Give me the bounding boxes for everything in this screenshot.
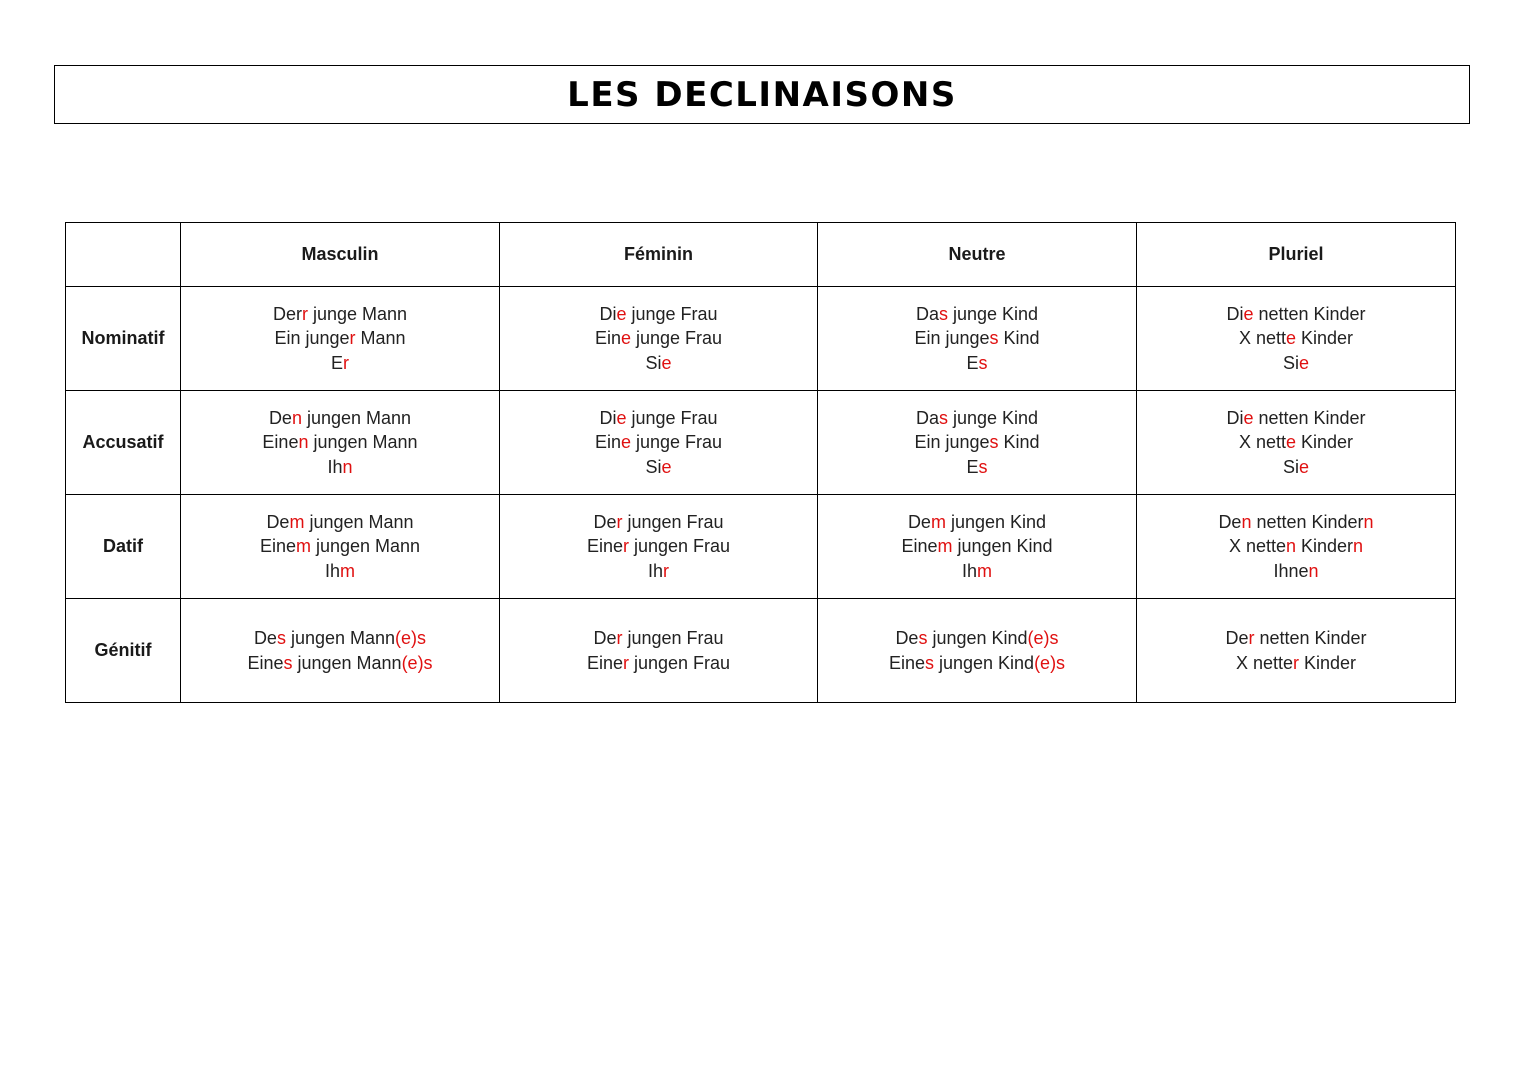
form-line [1137, 651, 1455, 676]
word-text: netten Kinder [1251, 511, 1364, 532]
form-line [181, 651, 499, 676]
word-text: jungen Mann [301, 407, 412, 428]
word-text: De [268, 407, 292, 428]
word-text: Di [1226, 303, 1244, 324]
form-line [1137, 510, 1455, 535]
ending-highlight: m [340, 560, 355, 581]
form-line [1137, 626, 1455, 651]
ending-highlight: s [989, 328, 999, 349]
word-text: Di [599, 407, 617, 428]
word-text: E [966, 352, 979, 373]
word-text: Ein [594, 432, 621, 453]
ending-highlight: r [301, 303, 308, 324]
word-text: jungen Frau [622, 628, 724, 648]
word-text: jungen Mann [285, 628, 396, 648]
word-text: Kinder [1296, 328, 1354, 349]
ending-highlight: n [291, 407, 302, 428]
word-text: jungen Frau [628, 536, 731, 557]
ending-highlight: e [1243, 303, 1254, 324]
ending-highlight: (e)s [401, 652, 433, 673]
table-row-genitif [66, 599, 1456, 703]
form-line [181, 626, 499, 651]
row-header-accusatif: Accusatif [66, 391, 181, 495]
word-text: Kinder [1299, 652, 1357, 673]
form-line [181, 510, 499, 535]
column-header-masculin: Masculin [181, 223, 500, 287]
form-line [181, 455, 499, 480]
ending-highlight: m [930, 511, 946, 532]
ending-highlight: m [977, 560, 992, 581]
table-row-accusatif [66, 391, 1456, 495]
word-text: Da [915, 407, 939, 428]
form-line [181, 302, 499, 327]
table-cell [500, 495, 818, 599]
ending-highlight: e [661, 352, 672, 373]
ending-highlight: r [1248, 628, 1255, 648]
word-text: De [266, 511, 290, 532]
table-cell [1137, 495, 1456, 599]
word-text: jungen Kind [952, 536, 1053, 557]
table-cell [1137, 599, 1456, 703]
ending-highlight: r [622, 536, 629, 557]
word-text: Ein junge [914, 328, 990, 349]
word-text: junge Frau [630, 328, 723, 349]
ending-highlight: r [343, 352, 349, 373]
form-line [500, 430, 817, 455]
ending-highlight: e [1285, 432, 1296, 453]
word-text: E [966, 456, 979, 477]
word-text: Si [645, 456, 662, 477]
form-line [818, 430, 1136, 455]
word-text: Ihne [1273, 560, 1309, 581]
ending-highlight: s [276, 628, 286, 648]
table-row-datif [66, 495, 1456, 599]
row-header-genitif: Génitif [66, 599, 181, 703]
form-line [818, 455, 1136, 480]
word-text: Eine [586, 652, 623, 673]
ending-highlight: s [978, 352, 988, 373]
ending-highlight: e [616, 407, 627, 428]
table-cell [181, 391, 500, 495]
page-title: LES DECLINAISONS [567, 74, 957, 115]
form-line [1137, 351, 1455, 376]
word-text: netten Kinder [1254, 628, 1367, 648]
form-line [818, 406, 1136, 431]
table-cell [500, 391, 818, 495]
ending-highlight: s [283, 652, 293, 673]
word-text: Di [1226, 407, 1244, 428]
form-line [181, 326, 499, 351]
word-text: netten Kinder [1253, 303, 1366, 324]
ending-highlight: (e)s [1034, 652, 1066, 673]
word-text: jungen Frau [628, 652, 731, 673]
ending-highlight: (e)s [1027, 628, 1059, 648]
word-text: Ih [324, 560, 340, 581]
word-text: jungen Kind [945, 511, 1047, 532]
word-text: Ih [647, 560, 663, 581]
word-text: Der [272, 303, 302, 324]
word-text: Kinder [1296, 536, 1354, 557]
row-header-datif: Datif [66, 495, 181, 599]
word-text: Eine [586, 536, 623, 557]
form-line [1137, 302, 1455, 327]
form-line [181, 534, 499, 559]
word-text: Ih [327, 456, 343, 477]
word-text: X nett [1238, 432, 1286, 453]
form-line [1137, 455, 1455, 480]
word-text: Si [1282, 352, 1299, 373]
header-row [66, 223, 1456, 287]
ending-highlight: e [620, 328, 631, 349]
ending-highlight: r [622, 652, 629, 673]
ending-highlight: n [342, 456, 353, 477]
word-text: De [593, 628, 617, 648]
column-header-pluriel: Pluriel [1137, 223, 1456, 287]
word-text: netten Kinder [1253, 407, 1366, 428]
form-line [818, 326, 1136, 351]
ending-highlight: n [298, 432, 309, 453]
ending-highlight: s [938, 303, 948, 324]
ending-highlight: e [1243, 407, 1254, 428]
ending-highlight: n [1353, 536, 1364, 557]
declension-table [65, 222, 1456, 703]
word-text: Di [599, 303, 617, 324]
ending-highlight: n [1241, 511, 1252, 532]
ending-highlight: m [295, 536, 311, 557]
word-text: jungen Mann [310, 536, 421, 557]
word-text: Eine [262, 432, 299, 453]
table-cell [1137, 391, 1456, 495]
table-cell [500, 287, 818, 391]
ending-highlight: s [989, 432, 999, 453]
ending-highlight: r [1293, 652, 1299, 673]
word-text: junge Kind [947, 407, 1039, 428]
word-text: De [1225, 628, 1249, 648]
table-cell [1137, 287, 1456, 391]
word-text: Kind [998, 432, 1040, 453]
form-line [181, 559, 499, 584]
ending-highlight: m [937, 536, 953, 557]
word-text: Si [645, 352, 662, 373]
form-line [818, 510, 1136, 535]
form-line [500, 302, 817, 327]
word-text: Eine [247, 652, 284, 673]
corner-cell [66, 223, 181, 287]
form-line [500, 351, 817, 376]
form-line [818, 534, 1136, 559]
table-cell [181, 599, 500, 703]
ending-highlight: r [349, 328, 356, 349]
table-row-nominatif [66, 287, 1456, 391]
ending-highlight: (e)s [395, 628, 427, 648]
form-line [818, 651, 1136, 676]
word-text: Ein junge [914, 432, 990, 453]
form-line [500, 651, 817, 676]
table-cell [818, 599, 1137, 703]
word-text: X nett [1238, 328, 1286, 349]
word-text: X nette [1228, 536, 1286, 557]
column-header-feminin: Féminin [500, 223, 818, 287]
word-text: De [895, 628, 919, 648]
form-line [500, 406, 817, 431]
word-text: Da [915, 303, 939, 324]
word-text: Eine [888, 652, 925, 673]
word-text: junge Frau [626, 407, 718, 428]
form-line [500, 559, 817, 584]
form-line [818, 302, 1136, 327]
form-line [500, 534, 817, 559]
table-cell [818, 287, 1137, 391]
ending-highlight: s [918, 628, 928, 648]
word-text: De [253, 628, 277, 648]
word-text: Kind [998, 328, 1040, 349]
ending-highlight: m [289, 511, 305, 532]
declension-table-body [66, 223, 1456, 703]
ending-highlight: s [938, 407, 948, 428]
form-line [1137, 534, 1455, 559]
form-line [818, 351, 1136, 376]
form-line [818, 626, 1136, 651]
form-line [500, 626, 817, 651]
title-box [54, 65, 1470, 124]
table-cell [181, 287, 500, 391]
word-text: Si [1282, 456, 1299, 477]
form-line [1137, 430, 1455, 455]
word-text: De [907, 511, 931, 532]
ending-highlight: e [661, 456, 672, 477]
word-text: Eine [901, 536, 938, 557]
word-text: jungen Kind [927, 628, 1028, 648]
form-line [500, 510, 817, 535]
ending-highlight: r [616, 511, 623, 532]
form-line [181, 351, 499, 376]
form-line [500, 455, 817, 480]
word-text: De [1218, 511, 1242, 532]
word-text: Ein [594, 328, 621, 349]
word-text: jungen Mann [304, 511, 414, 532]
table-cell [181, 495, 500, 599]
word-text: jungen Mann [292, 652, 402, 673]
word-text: Ein junge [274, 328, 350, 349]
form-line [500, 326, 817, 351]
word-text: junge Mann [307, 303, 408, 324]
form-line [1137, 406, 1455, 431]
word-text: De [593, 511, 617, 532]
word-text: jungen Mann [308, 432, 418, 453]
ending-highlight: e [616, 303, 627, 324]
form-line [818, 559, 1136, 584]
form-line [181, 430, 499, 455]
word-text: junge Frau [630, 432, 723, 453]
word-text: Ih [961, 560, 977, 581]
ending-highlight: n [1363, 511, 1374, 532]
word-text: Eine [259, 536, 296, 557]
form-line [181, 406, 499, 431]
table-cell [818, 391, 1137, 495]
ending-highlight: r [663, 560, 669, 581]
word-text: Kinder [1296, 432, 1354, 453]
word-text: E [330, 352, 343, 373]
word-text: X nette [1235, 652, 1293, 673]
ending-highlight: s [978, 456, 988, 477]
ending-highlight: r [616, 628, 623, 648]
word-text: jungen Kind [933, 652, 1035, 673]
table-cell [500, 599, 818, 703]
ending-highlight: e [1285, 328, 1296, 349]
form-line [1137, 326, 1455, 351]
ending-highlight: e [1299, 456, 1310, 477]
ending-highlight: s [924, 652, 934, 673]
word-text: Mann [355, 328, 406, 349]
word-text: jungen Frau [622, 511, 724, 532]
column-header-neutre: Neutre [818, 223, 1137, 287]
form-line [1137, 559, 1455, 584]
word-text: junge Frau [626, 303, 718, 324]
table-cell [818, 495, 1137, 599]
word-text: junge Kind [947, 303, 1039, 324]
ending-highlight: e [620, 432, 631, 453]
ending-highlight: e [1299, 352, 1310, 373]
row-header-nominatif: Nominatif [66, 287, 181, 391]
ending-highlight: n [1285, 536, 1296, 557]
ending-highlight: n [1308, 560, 1319, 581]
